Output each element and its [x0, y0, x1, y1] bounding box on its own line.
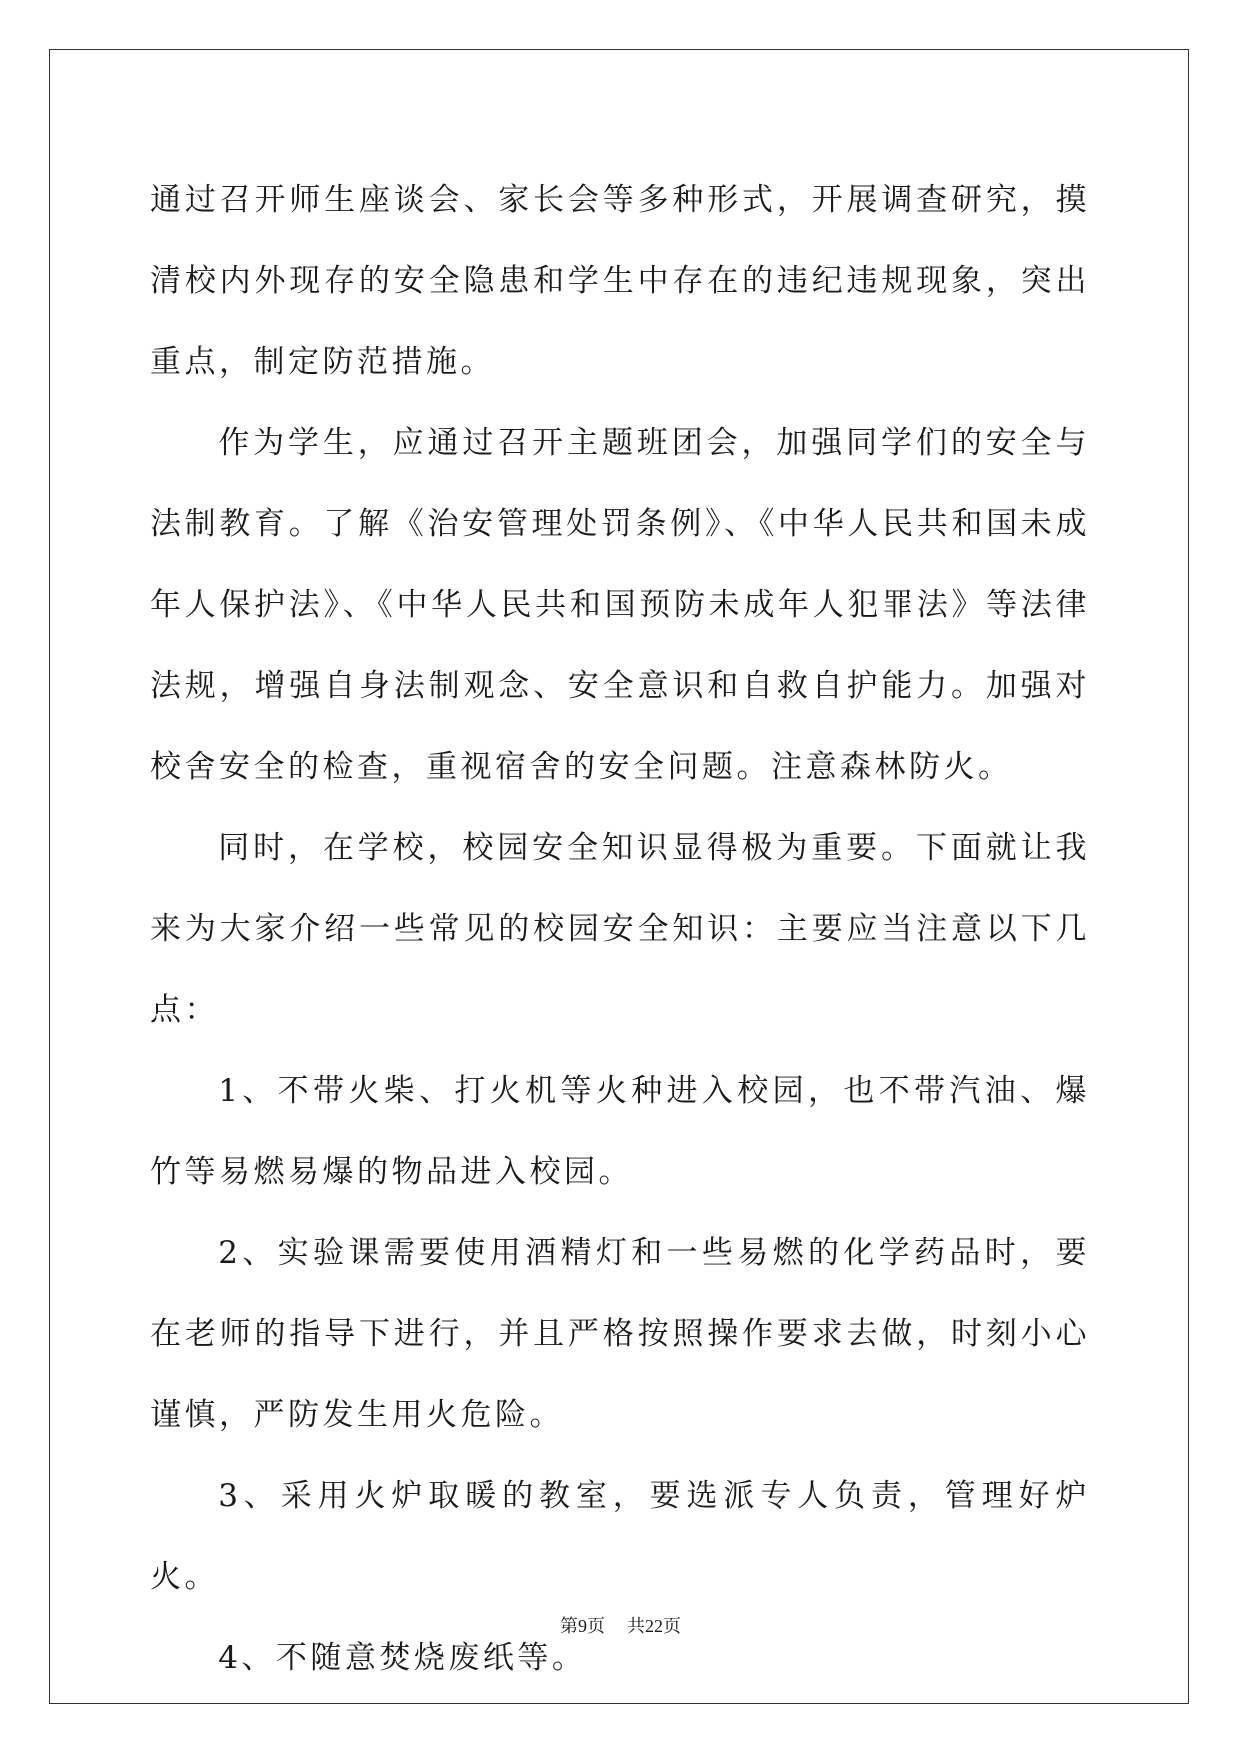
paragraph: 作为学生，应通过召开主题班团会，加强同学们的安全与法制教育。了解《治安管理处罚条例》、《中华人民共和国未成年人保护法》、《中华人民共和国预防未成年人犯罪法》等法律法规，增强自身法制观念、安全意识和自救自护能力。加强对校舍安全的检查，重视宿舍的安全问题。注意森林防火。 [150, 425, 1090, 785]
page-footer [0, 1612, 1241, 1638]
list-item: 4、不随意焚烧废纸等。 [218, 1640, 587, 1676]
paragraph: 通过召开师生座谈会、家长会等多种形式，开展调查研究，摸清校内外现存的安全隐患和学生中存在的违纪违规现象，突出重点，制定防范措施。 [150, 182, 1090, 380]
document-body [150, 160, 1090, 1699]
page-total: 共22页 [627, 1616, 681, 1636]
list-item: 1、不带火柴、打火机等火种进入校园，也不带汽油、爆竹等易燃易爆的物品进入校园。 [150, 1073, 1090, 1190]
page-number: 第9页 [560, 1616, 605, 1636]
list-item: 3、采用火炉取暖的教室，要选派专人负责，管理好炉火。 [150, 1478, 1090, 1595]
list-item: 2、实验课需要使用酒精灯和一些易燃的化学药品时，要在老师的指导下进行，并且严格按照操作要求去做，时刻小心谨慎，严防发生用火危险。 [150, 1235, 1090, 1433]
paragraph: 同时，在学校，校园安全知识显得极为重要。下面就让我来为大家介绍一些常见的校园安全知识：主要应当注意以下几点： [150, 830, 1090, 1028]
